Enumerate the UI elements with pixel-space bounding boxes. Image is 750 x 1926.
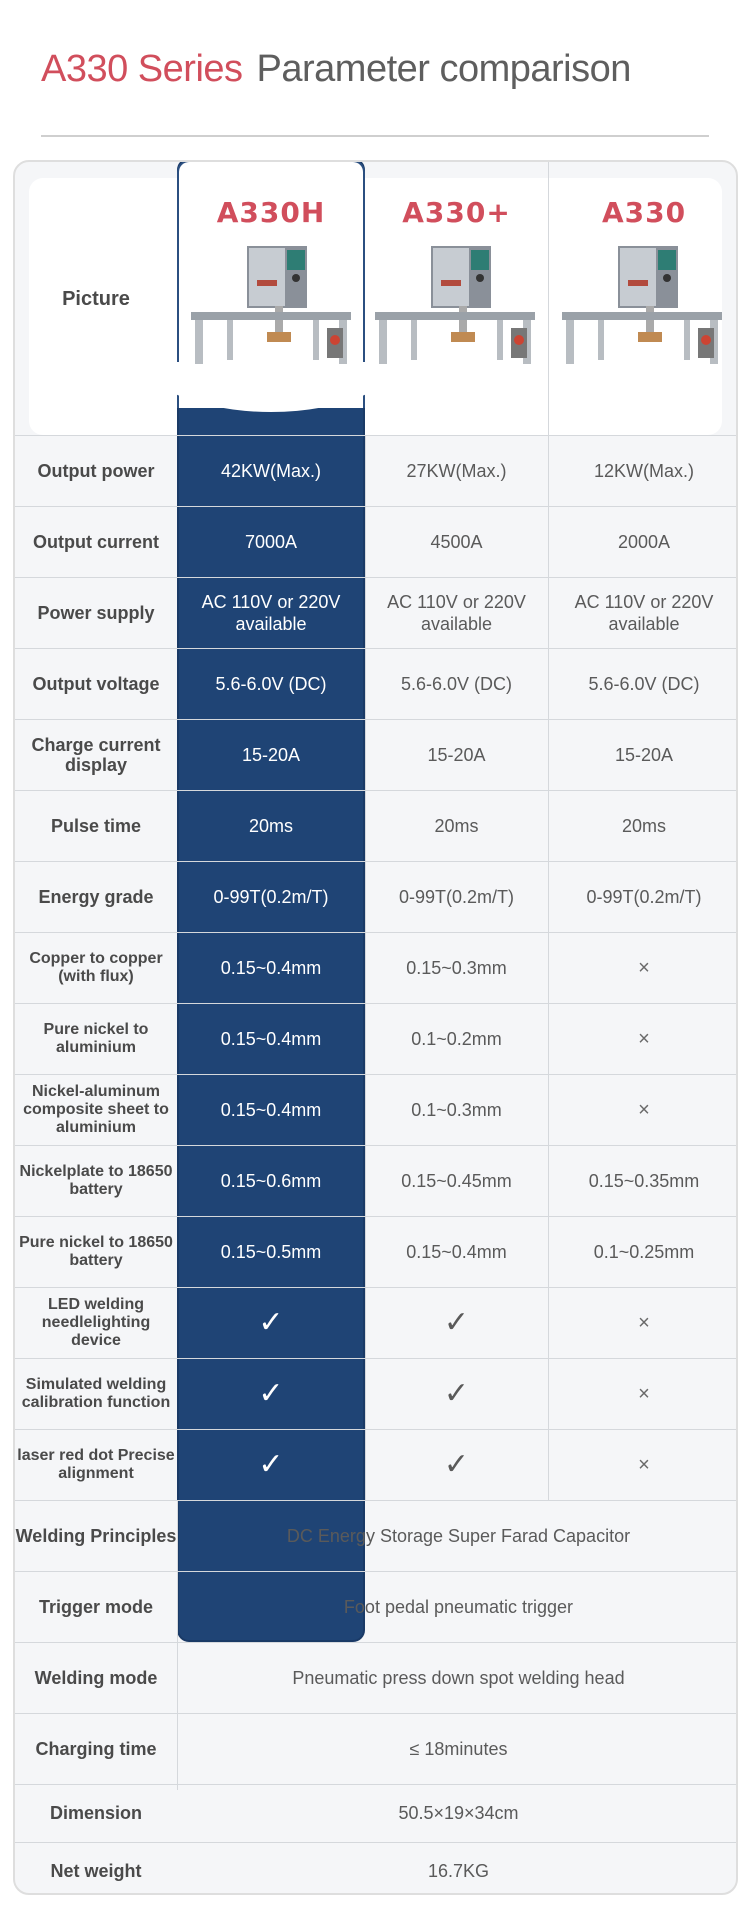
row-label: Trigger mode [38, 1596, 154, 1617]
row-label: Copper to copper (with flux) [29, 949, 163, 985]
a330h-value: AC 110V or 220V available [201, 591, 341, 634]
model-a330: A330 [601, 196, 687, 229]
row-label: Pure nickel to aluminium [43, 1020, 149, 1056]
title-text: Parameter comparison [256, 48, 631, 90]
row-label: Pulse time [50, 815, 142, 836]
a330plus-value: AC 110V or 220V available [387, 591, 526, 634]
a330-value: 2000A [617, 531, 671, 552]
a330h-value: 15-20A [241, 744, 301, 765]
page-title [41, 48, 631, 91]
a330plus-value: 5.6-6.0V (DC) [400, 673, 513, 694]
a330plus-value: ✓ [443, 1447, 470, 1481]
a330-value: 12KW(Max.) [593, 460, 694, 481]
a330plus-value: 27KW(Max.) [406, 460, 507, 481]
a330plus-value: 0.1~0.3mm [411, 1099, 502, 1120]
a330h-value: 0.15~0.4mm [220, 1028, 322, 1049]
row-label: Nickel-aluminum composite sheet to aluminium [23, 1082, 169, 1136]
shared-value: 16.7KG [427, 1861, 490, 1881]
a330plus-value: 0.1~0.2mm [411, 1028, 502, 1049]
picture-row-label: Picture [62, 287, 130, 310]
shared-value: Pneumatic press down spot welding head [292, 1667, 625, 1688]
a330-value: AC 110V or 220V available [574, 591, 714, 634]
row-label: Output voltage [32, 673, 160, 694]
a330plus-value: ✓ [443, 1305, 470, 1339]
a330h-value: ✓ [258, 1376, 284, 1410]
comparison-table [13, 160, 738, 1895]
a330h-value: 0.15~0.5mm [220, 1241, 322, 1262]
a330plus-value: 4500A [430, 531, 483, 552]
model-a330h: A330H [216, 196, 326, 229]
row-label: Simulated welding calibration function [21, 1375, 171, 1411]
a330h-value: ✓ [258, 1305, 284, 1339]
a330-value: 5.6-6.0V (DC) [588, 673, 700, 694]
a330-value: × [638, 1382, 650, 1405]
a330plus-machine-image [371, 240, 541, 370]
row-label: Output current [33, 531, 159, 552]
row-label: Charge current display [31, 734, 161, 775]
row-label: Dimension [49, 1803, 142, 1823]
a330-value: × [638, 1027, 650, 1050]
a330-value: × [638, 1098, 650, 1121]
a330-value: × [638, 956, 650, 979]
a330-value: 0.15~0.35mm [588, 1170, 700, 1191]
row-label: Welding Principles [15, 1525, 177, 1546]
a330plus-value: ✓ [443, 1376, 470, 1410]
row-label: Energy grade [38, 886, 154, 907]
a330h-machine-image [187, 240, 357, 370]
shared-value: DC Energy Storage Super Farad Capacitor [286, 1525, 631, 1546]
a330h-value: 7000A [244, 531, 298, 552]
row-label: Power supply [37, 602, 155, 623]
a330h-value: 42KW(Max.) [220, 460, 321, 481]
a330h-value: 0-99T(0.2m/T) [213, 886, 329, 907]
column-divider [548, 162, 549, 1500]
row-label: Net weight [50, 1861, 142, 1881]
row-label: Nickelplate to 18650 battery [19, 1162, 173, 1198]
a330-value: × [638, 1453, 650, 1476]
model-a330plus: A330+ [402, 196, 511, 229]
a330h-value: ✓ [258, 1447, 284, 1481]
row-label: Welding mode [34, 1667, 158, 1688]
a330plus-value: 0-99T(0.2m/T) [398, 886, 515, 907]
a330plus-value: 20ms [434, 815, 479, 836]
a330h-value: 0.15~0.4mm [220, 957, 322, 978]
a330-value: 20ms [621, 815, 666, 836]
a330plus-value: 0.15~0.45mm [401, 1170, 512, 1191]
a330h-value: 0.15~0.4mm [220, 1099, 322, 1120]
row-label: Pure nickel to 18650 battery [19, 1233, 173, 1269]
a330-value: 0.1~0.25mm [593, 1241, 695, 1262]
a330-value: × [638, 1311, 650, 1334]
a330-value: 0-99T(0.2m/T) [586, 886, 702, 907]
a330h-curve [177, 362, 365, 442]
series-name: A330 Series [41, 48, 243, 90]
shared-value: 50.5×19×34cm [398, 1803, 519, 1823]
a330plus-value: 15-20A [427, 744, 486, 765]
row-label: LED welding needlelighting device [41, 1295, 151, 1349]
a330-value: 15-20A [614, 744, 674, 765]
a330h-value: 5.6-6.0V (DC) [215, 673, 327, 694]
row-label: Output power [37, 460, 155, 481]
row-label: laser red dot Precise alignment [17, 1446, 175, 1482]
title-divider [41, 135, 709, 137]
column-divider [365, 435, 366, 1500]
a330h-value: 20ms [248, 815, 293, 836]
shared-value: Foot pedal pneumatic trigger [343, 1596, 574, 1617]
a330-machine-image [558, 240, 728, 370]
a330h-value: 0.15~0.6mm [220, 1170, 322, 1191]
shared-value: ≤ 18minutes [409, 1738, 508, 1759]
a330plus-value: 0.15~0.4mm [406, 1241, 507, 1262]
a330plus-value: 0.15~0.3mm [406, 957, 507, 978]
row-label: Charging time [35, 1738, 157, 1759]
